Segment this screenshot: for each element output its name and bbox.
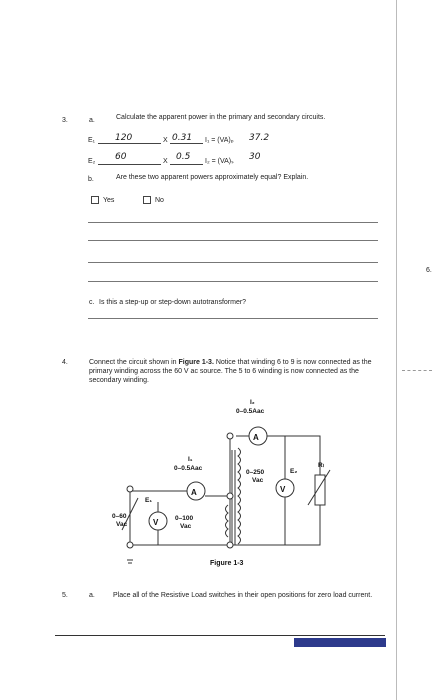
q3b-label: b.	[88, 176, 94, 183]
e2-value: 60	[115, 152, 127, 162]
ammeter-i1-symbol: A	[191, 488, 197, 497]
i1-formula: I₁ = (VA)ₚ	[205, 137, 234, 144]
source-range-1: 0–60	[112, 513, 127, 520]
bottom-right-wire	[233, 505, 320, 545]
i1-value: 0.31	[172, 133, 193, 143]
q3c-text: Is this a step-up or step-down autotransformer?	[99, 299, 247, 306]
e2-times: X	[163, 158, 168, 165]
e1-label: E₁	[88, 137, 96, 144]
source-range-2: Vac	[116, 521, 128, 528]
primary-winding	[226, 505, 229, 537]
q4-text-part2: Notice that winding 6 to 9 is now connected as the primary winding across the 60 V ac source. The 5 to 6 winding is now connected as the secondary winding.	[89, 359, 372, 384]
voltmeter-e2-symbol: V	[280, 485, 286, 494]
q3-number: 3.	[62, 117, 68, 124]
margin-note: 6.	[426, 267, 432, 274]
q4-number: 4.	[62, 359, 68, 366]
v1-range-1: 0–100	[175, 515, 194, 522]
q5a-text: Place all of the Resistive Load switches in their open positions for zero load current.	[113, 592, 373, 599]
i2-label: I₂	[250, 399, 255, 406]
no-label: No	[155, 197, 164, 204]
terminal-tap	[227, 493, 233, 499]
e2-label: E₂	[88, 158, 96, 165]
i1-label: I₁	[188, 456, 193, 463]
q5a-label: a.	[89, 592, 95, 599]
ground-symbol	[127, 560, 133, 563]
q3b-text: Are these two apparent powers approximately equal? Explain.	[116, 174, 309, 181]
terminal-bottom	[227, 542, 233, 548]
terminal-top	[227, 433, 233, 439]
q3a-label: a.	[89, 117, 95, 124]
footer-rule	[55, 635, 385, 636]
e1-times: X	[163, 137, 168, 144]
i2-range: 0–0.5Aac	[236, 408, 265, 415]
load-label: Rₗ	[318, 462, 324, 469]
figure-caption: Figure 1-3	[210, 560, 244, 567]
yes-label: Yes	[103, 197, 115, 204]
i2-value: 0.5	[176, 152, 191, 162]
i2-formula: I₂ = (VA)ₛ	[205, 158, 234, 165]
q3c-label: c.	[89, 299, 95, 306]
e2-fig-label: E₂	[290, 468, 298, 475]
e1-value: 120	[115, 133, 133, 143]
q5-number: 5.	[62, 592, 68, 599]
source-terminal-top	[127, 486, 133, 492]
figure-ref: Figure 1-3.	[178, 359, 214, 366]
q3a-text: Calculate the apparent power in the primary and secondary circuits.	[116, 114, 326, 121]
p2-value: 30	[249, 152, 261, 162]
v2-range-1: 0–250	[246, 469, 265, 476]
q4-text-part1: Connect the circuit shown in	[89, 359, 177, 366]
voltmeter-e1-symbol: V	[153, 518, 159, 527]
p1-value: 37.2	[249, 133, 270, 143]
source-terminal-bottom	[127, 542, 133, 548]
e1-fig-label: E₁	[145, 497, 153, 504]
i1-range: 0–0.5Aac	[174, 465, 203, 472]
v2-range-2: Vac	[252, 477, 264, 484]
secondary-winding	[238, 448, 241, 544]
ammeter-i2-symbol: A	[253, 433, 259, 442]
footer-bar	[294, 638, 386, 647]
v1-range-2: Vac	[180, 523, 192, 530]
